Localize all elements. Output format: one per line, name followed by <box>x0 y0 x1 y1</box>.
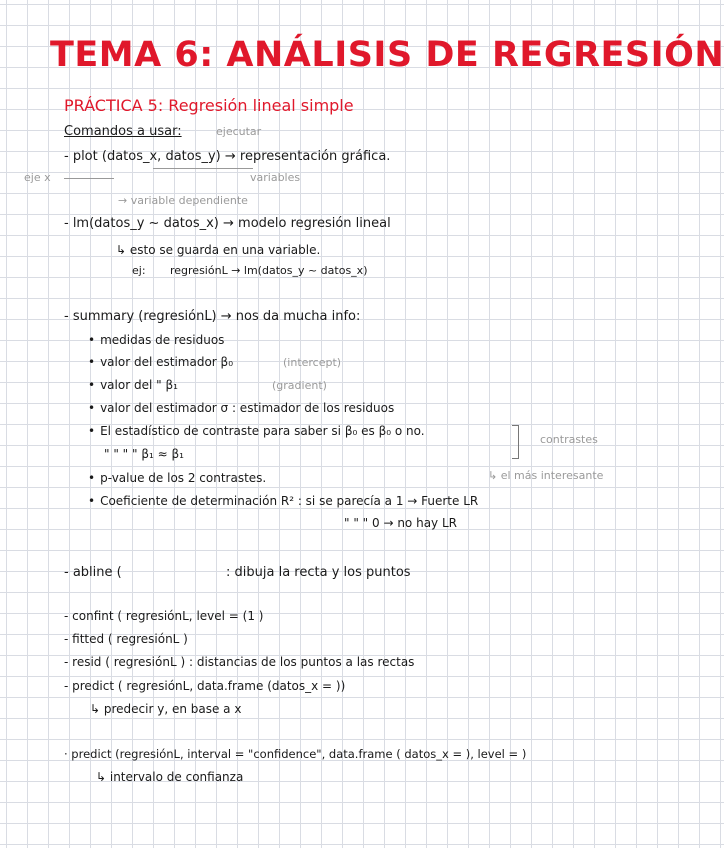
summary-command: - summary (regresiónL) → nos da mucha info: <box>64 309 361 324</box>
summary-item: • valor del estimador σ : estimador de los residuos <box>88 402 394 414</box>
predict-interval-command: · predict (regresiónL, interval = "confidence", data.frame ( datos_x = ), level = ) <box>64 747 527 761</box>
summary-item: • valor del " β₁ <box>88 379 178 391</box>
commands-label: Comandos a usar: <box>64 124 182 139</box>
summary-item: • Coeficiente de determinación R² : si se parecía a 1 → Fuerte LR <box>88 495 478 507</box>
lm-note: ↳ esto se guarda en una variable. <box>116 243 321 257</box>
page-title: TEMA 6: ANÁLISIS DE REGRESIÓN <box>50 35 724 75</box>
summary-item: • medidas de residuos <box>88 334 224 346</box>
r2-ditto-row: " " " 0 → no hay LR <box>344 516 457 530</box>
summary-item: • valor del estimador β₀ <box>88 356 233 368</box>
resid-command: - resid ( regresiónL ) : distancias de los puntos a las rectas <box>64 655 415 669</box>
plot-variables-underline <box>153 168 253 169</box>
commands-label-note: ejecutar <box>216 125 262 138</box>
lm-command: - lm(datos_y ~ datos_x) → modelo regresión lineal <box>64 216 391 231</box>
abline-command: - abline ( <box>64 565 122 580</box>
predict-command: - predict ( regresiónL, data.frame (datos_x = )) <box>64 679 346 693</box>
ditto-row: " " " " β₁ ≈ β₁ <box>104 447 184 461</box>
summary-item: • El estadístico de contraste para saber si β₀ es β₀ o no. <box>88 425 425 437</box>
predict-note: ↳ predecir y, en base a x <box>90 702 242 716</box>
plot-variables-note: variables <box>250 171 301 184</box>
intercept-note: (intercept) <box>283 356 342 369</box>
plot-ejex-connector <box>64 178 114 179</box>
abline-description: : dibuja la recta y los puntos <box>226 565 411 580</box>
confint-command: - confint ( regresiónL, level = (1 ) <box>64 609 264 623</box>
plot-ejex-note: eje x <box>24 171 51 184</box>
predict-interval-note: ↳ intervalo de confianza <box>96 770 244 784</box>
plot-dependiente-note: → variable dependiente <box>118 194 248 207</box>
lm-example-label: ej: <box>132 264 146 277</box>
practice-subtitle: PRÁCTICA 5: Regresión lineal simple <box>64 96 354 115</box>
fitted-command: - fitted ( regresiónL ) <box>64 632 188 646</box>
contrastes-brace <box>512 425 519 459</box>
plot-command: - plot (datos_x, datos_y) → representación gráfica. <box>64 149 391 164</box>
lm-example: regresiónL → lm(datos_y ~ datos_x) <box>170 264 368 277</box>
contrastes-note: contrastes <box>540 433 598 446</box>
interesting-note: ↳ el más interesante <box>488 469 604 482</box>
gradient-note: (gradient) <box>272 379 327 392</box>
summary-item: • p-value de los 2 contrastes. <box>88 472 266 484</box>
